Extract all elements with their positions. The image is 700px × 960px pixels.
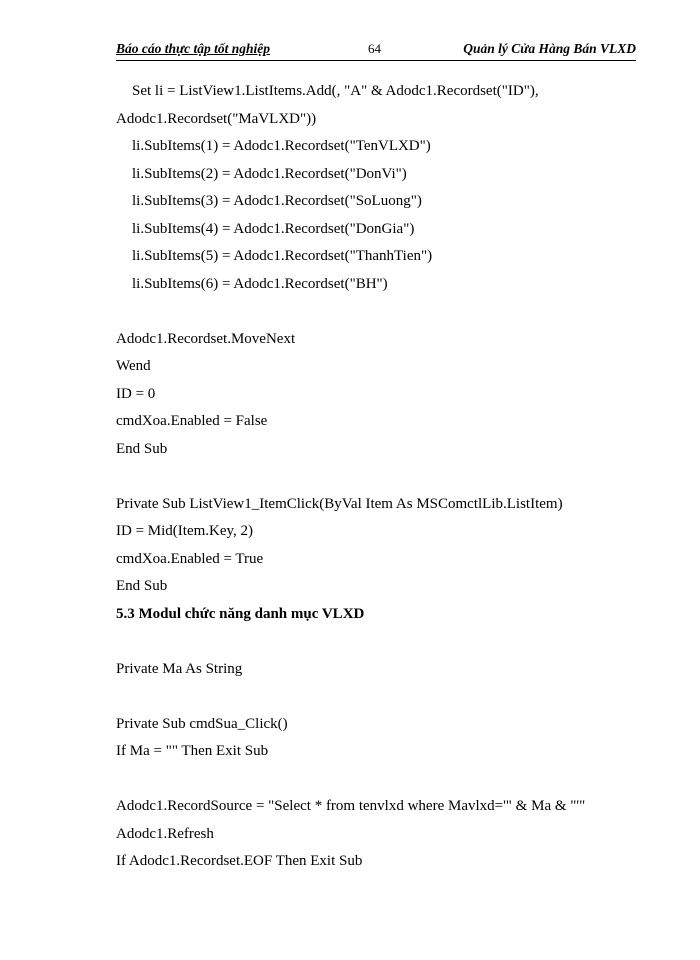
code-line: li.SubItems(3) = Adodc1.Recordset("SoLuong") [132,193,422,209]
code-line: li.SubItems(4) = Adodc1.Recordset("DonGia") [132,221,415,237]
code-line: End Sub [116,578,168,594]
code-line: Adodc1.Refresh [116,826,214,842]
code-line: Adodc1.RecordSource = "Select * from tenvlxd where Mavlxd='" & Ma & "'" [116,798,586,814]
code-line: li.SubItems(2) = Adodc1.Recordset("DonVi") [132,166,407,182]
code-line: Adodc1.Recordset("MaVLXD")) [116,111,317,127]
code-line: If Ma = "" Then Exit Sub [116,743,269,759]
code-line: End Sub [116,441,168,457]
section-heading: 5.3 Modul chức năng danh mục VLXD [116,606,365,622]
header-report-title: Báo cáo thực tập tốt nghiệp [116,41,270,56]
code-line: Private Sub cmdSua_Click() [116,716,288,732]
code-line: Wend [116,358,151,374]
code-line: Set li = ListView1.ListItems.Add(, "A" & Adodc1.Recordset("ID"), [132,83,539,99]
code-line: cmdXoa.Enabled = False [116,413,268,429]
code-line: li.SubItems(5) = Adodc1.Recordset("ThanhTien") [132,248,433,264]
code-line: ID = Mid(Item.Key, 2) [116,523,254,539]
code-line: Adodc1.Recordset.MoveNext [116,331,296,347]
code-line: cmdXoa.Enabled = True [116,551,264,567]
code-line: li.SubItems(1) = Adodc1.Recordset("TenVLXD") [132,138,431,154]
page-header [116,40,636,61]
page-number: 64 [368,41,381,56]
header-project-title: Quản lý Cửa Hàng Bán VLXD [463,41,636,56]
code-line: li.SubItems(6) = Adodc1.Recordset("BH") [132,276,388,292]
code-line: Private Sub ListView1_ItemClick(ByVal Item As MSComctlLib.ListItem) [116,496,563,512]
code-line: If Adodc1.Recordset.EOF Then Exit Sub [116,853,363,869]
code-line: ID = 0 [116,386,156,402]
code-line: Private Ma As String [116,661,243,677]
